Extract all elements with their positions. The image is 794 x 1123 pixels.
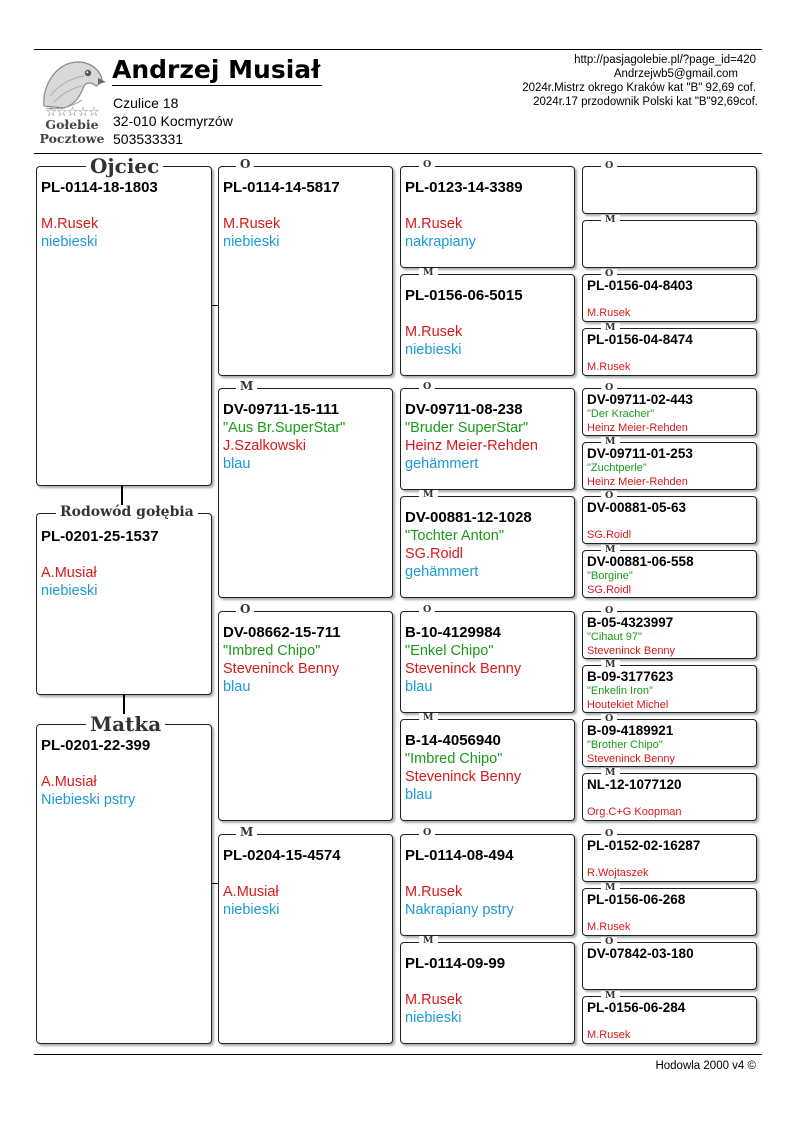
gen4-breeder: M.Rusek: [587, 1029, 631, 1041]
great-grandparent-color: niebieski: [405, 1010, 462, 1026]
great-grandparent-name: "Enkel Chipo": [405, 643, 494, 659]
gen4-card[interactable]: [582, 888, 757, 936]
great-grandparent-color: gehämmert: [405, 564, 479, 580]
gen4-ring: B-05-4323997: [587, 615, 674, 630]
gen4-name: "Zuchtperle": [587, 462, 647, 474]
gen4-card[interactable]: [582, 834, 757, 882]
grandparent-ring: DV-09711-15-111: [223, 401, 339, 418]
great-grandparent-color: niebieski: [405, 342, 462, 358]
sex-label-female: M: [601, 883, 620, 893]
grandparent-name: "Aus Br.SuperStar": [223, 420, 346, 436]
mother-ring: PL-0201-22-399: [41, 737, 151, 754]
great-grandparent-name: "Tochter Anton": [405, 528, 504, 544]
sex-label-male: O: [236, 158, 254, 170]
great-grandparent-color: gehämmert: [405, 456, 479, 472]
sex-label-female: M: [236, 380, 257, 392]
subject-breeder: A.Musiał: [41, 565, 97, 581]
gen4-ring: B-09-4189921: [587, 723, 674, 738]
logo-text-line1: Gołebie: [45, 117, 99, 132]
logo-text: [36, 118, 108, 146]
great-grandparent-ring: PL-0114-08-494: [405, 847, 514, 864]
gen4-name: "Borgine": [587, 570, 633, 582]
gen4-ring: NL-12-1077120: [587, 777, 682, 792]
grandparent-card-ff[interactable]: [218, 166, 393, 376]
sex-label-female: M: [601, 323, 620, 333]
sex-label-male: O: [236, 603, 254, 615]
great-grandparent-card[interactable]: [400, 719, 575, 821]
gen4-name: [587, 962, 756, 975]
grandparent-ring: DV-08662-15-711: [223, 624, 341, 641]
software-credit: Hodowla 2000 v4 ©: [655, 1060, 756, 1072]
gen4-breeder: M.Rusek: [587, 307, 631, 319]
gen4-ring: DV-09711-02-443: [587, 392, 693, 407]
great-grandparent-ring: B-14-4056940: [405, 732, 501, 749]
great-grandparent-breeder: Steveninck Benny: [405, 661, 522, 677]
mother-card[interactable]: [36, 724, 212, 1044]
subject-card[interactable]: [36, 513, 212, 695]
great-grandparent-breeder: Steveninck Benny: [405, 769, 522, 785]
grandparent-card-fm[interactable]: [218, 388, 393, 598]
breeder-name: Andrzej Musiał: [112, 55, 321, 84]
grandparent-name: [223, 865, 392, 883]
gen4-name: "Enkelin Iron": [587, 685, 653, 697]
gen4-card[interactable]: [582, 665, 757, 713]
sex-label-female: M: [419, 713, 438, 723]
great-grandparent-breeder: M.Rusek: [405, 324, 463, 340]
subject-ring: PL-0201-25-1537: [41, 528, 159, 545]
gen4-breeder: Heinz Meier-Rehden: [587, 421, 688, 434]
sex-label-male: O: [601, 491, 617, 501]
grandparent-color: blau: [223, 679, 251, 695]
sex-label-male: O: [601, 937, 617, 947]
gen4-breeder: Heinz Meier-Rehden: [587, 475, 688, 488]
gen4-breeder: Steveninck Benny: [587, 644, 676, 657]
gen4-card[interactable]: [582, 328, 757, 376]
grandparent-card-mf[interactable]: [218, 611, 393, 821]
sex-label-female: M: [601, 545, 620, 555]
great-grandparent-breeder: M.Rusek: [405, 992, 463, 1008]
sex-label-female: M: [601, 215, 620, 225]
footer-rule: [34, 1054, 762, 1055]
great-grandparent-color: blau: [405, 787, 433, 803]
gen4-breeder: R.Wojtaszek: [587, 867, 649, 879]
sex-label-female: M: [601, 768, 620, 778]
gen4-name: [587, 516, 756, 529]
great-grandparent-card[interactable]: [400, 611, 575, 713]
grandparent-name: [223, 197, 392, 215]
great-grandparent-name: "Imbred Chipo": [405, 751, 503, 767]
father-color: niebieski: [41, 234, 98, 250]
sex-label-male: O: [601, 606, 617, 616]
sex-label-female: M: [601, 991, 620, 1001]
address-line2: 32-010 Kocmyrzów: [113, 113, 233, 129]
sex-label-male: O: [419, 828, 435, 838]
father-subject-connector: [121, 486, 123, 505]
sex-label-female: M: [236, 826, 257, 838]
gen4-card[interactable]: [582, 274, 757, 322]
gen4-card[interactable]: [582, 220, 757, 268]
sex-label-female: M: [601, 660, 620, 670]
gen4-card[interactable]: [582, 442, 757, 490]
grandparent-color: blau: [223, 456, 251, 472]
gen4-ring: PL-0156-04-8403: [587, 278, 693, 293]
gen4-name: [587, 224, 756, 237]
gen4-card[interactable]: [582, 942, 757, 990]
gen4-ring: B-09-3177623: [587, 669, 674, 684]
great-grandparent-ring: PL-0123-14-3389: [405, 179, 523, 196]
great-grandparent-name: [405, 305, 574, 323]
gen4-name: [587, 348, 756, 361]
gen4-card[interactable]: [582, 550, 757, 598]
sex-label-male: O: [419, 605, 435, 615]
gen4-name: [587, 294, 756, 307]
email-address[interactable]: Andrzejwb5@gmail.com: [613, 68, 738, 80]
gen4-name: "Der Kracher": [587, 408, 655, 420]
pedigree-label: Rodowód gołębia: [56, 505, 198, 519]
gen4-name: [587, 170, 756, 183]
father-card[interactable]: [36, 166, 212, 486]
great-grandparent-color: nakrapiany: [405, 234, 476, 250]
grandparent-ring: PL-0114-14-5817: [223, 179, 340, 196]
sex-label-male: O: [601, 829, 617, 839]
gen4-breeder: Houtekiet Michel: [587, 698, 669, 711]
gen4-card[interactable]: [582, 166, 757, 214]
sex-label-female: M: [419, 490, 438, 500]
grandparent-breeder: Steveninck Benny: [223, 661, 340, 677]
logo-text-line2: Pocztowe: [39, 131, 105, 146]
website-url[interactable]: http://pasjagolebie.pl/?page_id=420: [574, 54, 756, 66]
great-grandparent-name: [405, 865, 574, 883]
sex-label-male: O: [601, 714, 617, 724]
gen4-name: [587, 908, 756, 921]
gen4-name: [587, 854, 756, 867]
sex-label-male: O: [419, 382, 435, 392]
great-grandparent-breeder: SG.Roidl: [405, 546, 464, 562]
gen4-card[interactable]: [582, 996, 757, 1044]
great-grandparent-card[interactable]: [400, 166, 575, 268]
gen4-ring: PL-0156-04-8474: [587, 332, 693, 347]
sex-label-female: M: [419, 936, 438, 946]
logo-stars: ☆☆☆☆☆: [45, 104, 99, 119]
gen4-ring: PL-0156-06-284: [587, 1000, 686, 1015]
great-grandparent-breeder: Heinz Meier-Rehden: [405, 438, 538, 454]
phone-number: 503533331: [113, 131, 184, 147]
great-grandparent-breeder: M.Rusek: [405, 884, 463, 900]
gen4-card[interactable]: [582, 611, 757, 659]
great-grandparent-card[interactable]: [400, 388, 575, 490]
gen4-ring: DV-09711-01-253: [587, 446, 693, 461]
mother-color: Niebieski pstry: [41, 792, 136, 808]
father-breeder: M.Rusek: [41, 216, 99, 232]
great-grandparent-ring: PL-0114-09-99: [405, 955, 506, 972]
great-grandparent-card[interactable]: [400, 834, 575, 936]
sex-label-male: O: [601, 269, 617, 279]
gen4-breeder: SG.Roidl: [587, 529, 632, 541]
achievement-1: 2024r.Mistrz okrego Kraków kat "B" 92,69 cof.: [522, 82, 756, 94]
gen4-ring: PL-0152-02-16287: [587, 838, 701, 853]
gen4-breeder: M.Rusek: [587, 361, 631, 373]
grandparent-breeder: A.Musiał: [223, 884, 279, 900]
gen4-ring: DV-00881-05-63: [587, 500, 687, 515]
top-rule: [34, 49, 762, 50]
gen4-breeder: Org.C+G Koopman: [587, 806, 682, 818]
gen4-ring: PL-0156-06-268: [587, 892, 686, 907]
great-grandparent-ring: B-10-4129984: [405, 624, 501, 641]
grandparent-breeder: J.Szalkowski: [223, 438, 306, 454]
great-grandparent-color: blau: [405, 679, 433, 695]
grandparent-name: "Imbred Chipo": [223, 643, 321, 659]
sex-label-male: O: [419, 160, 435, 170]
great-grandparent-card[interactable]: [400, 942, 575, 1044]
gen4-card[interactable]: [582, 388, 757, 436]
gen4-breeder: SG.Roidl: [587, 583, 632, 596]
sex-label-male: O: [601, 383, 617, 393]
father-ring: PL-0114-18-1803: [41, 179, 158, 196]
great-grandparent-ring: PL-0156-06-5015: [405, 287, 523, 304]
sex-label-female: M: [419, 268, 438, 278]
great-grandparent-breeder: M.Rusek: [405, 216, 463, 232]
mother-breeder: A.Musiał: [41, 774, 97, 790]
gen4-card[interactable]: [582, 719, 757, 767]
grandparent-card-mm[interactable]: [218, 834, 393, 1044]
subject-color: niebieski: [41, 583, 98, 599]
achievement-2: 2024r.17 przodownik Polski kat "B"92,69cof.: [533, 96, 758, 108]
gen4-name: "Brother Chipo": [587, 739, 663, 751]
gen4-card[interactable]: [582, 496, 757, 544]
grandparent-color: niebieski: [223, 234, 280, 250]
gen4-name: [587, 1016, 756, 1029]
great-grandparent-color: Nakrapiany pstry: [405, 902, 514, 918]
grandparent-ring: PL-0204-15-4574: [223, 847, 341, 864]
gen4-card[interactable]: [582, 773, 757, 821]
gen4-ring: DV-00881-06-558: [587, 554, 694, 569]
great-grandparent-card[interactable]: [400, 274, 575, 376]
grandparent-breeder: M.Rusek: [223, 216, 281, 232]
gen4-breeder: M.Rusek: [587, 921, 631, 933]
great-grandparent-name: [405, 197, 574, 215]
great-grandparent-ring: DV-09711-08-238: [405, 401, 523, 418]
gen4-ring: DV-07842-03-180: [587, 946, 694, 961]
great-grandparent-name: "Bruder SuperStar": [405, 420, 529, 436]
gen4-breeder: Steveninck Benny: [587, 752, 676, 765]
great-grandparent-ring: DV-00881-12-1028: [405, 509, 532, 526]
father-label: Ojciec: [86, 156, 163, 176]
gen4-name: [587, 793, 756, 806]
mother-label: Matka: [86, 714, 165, 734]
great-grandparent-card[interactable]: [400, 496, 575, 598]
grandparent-color: niebieski: [223, 902, 280, 918]
address-line1: Czulice 18: [113, 95, 179, 111]
sex-label-male: O: [601, 161, 617, 171]
sex-label-female: M: [601, 437, 620, 447]
great-grandparent-name: [405, 973, 574, 991]
gen4-name: "Cihaut 97": [587, 631, 642, 643]
